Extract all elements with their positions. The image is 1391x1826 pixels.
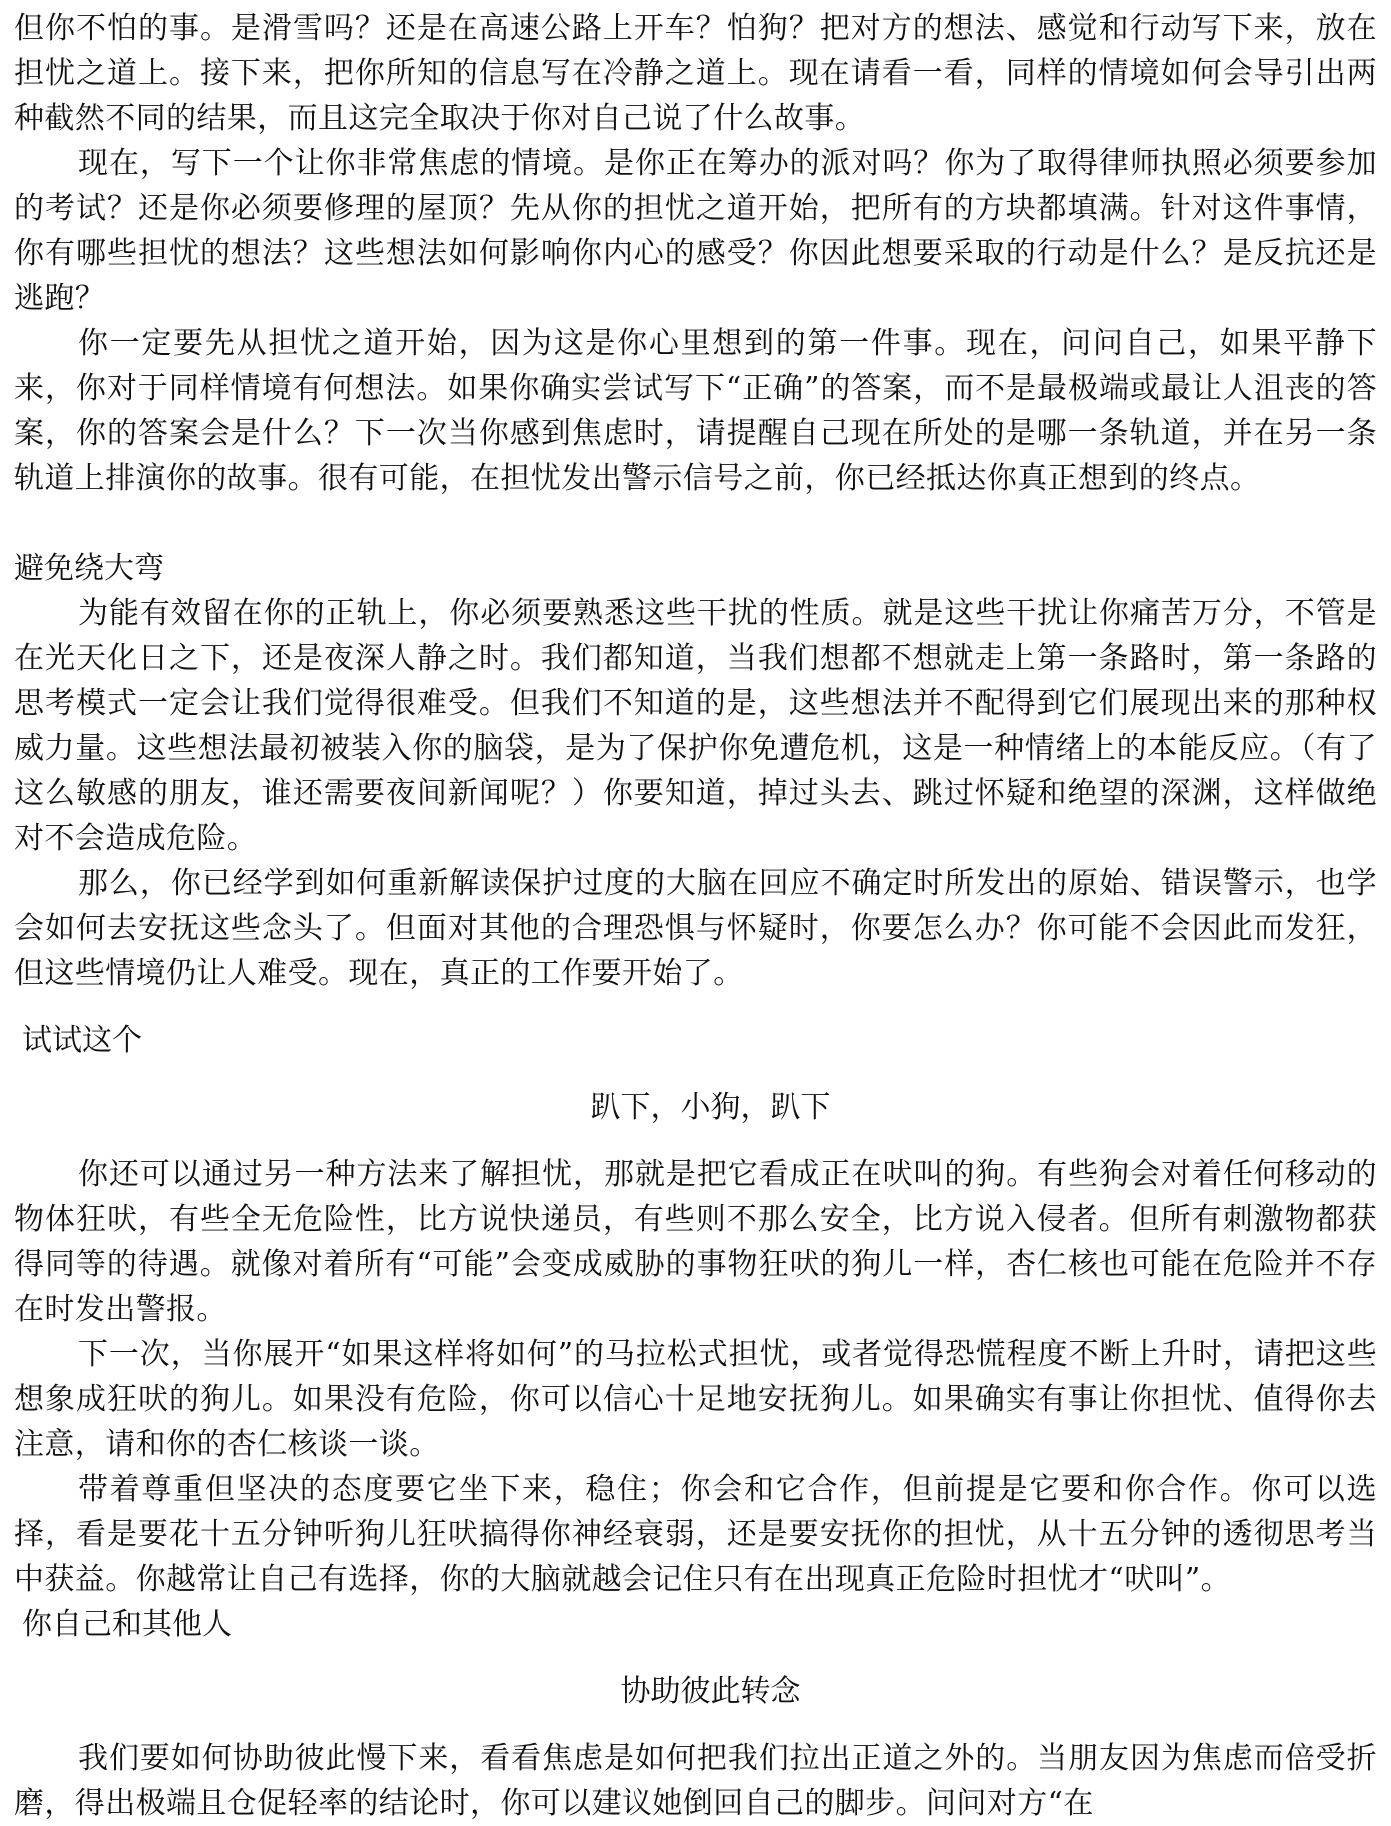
spacer xyxy=(14,1130,1377,1152)
spacer xyxy=(14,1647,1377,1669)
book-page xyxy=(14,6,1377,1826)
exercise-title-down-doggy: 趴下，小狗，趴下 xyxy=(590,1090,831,1125)
paragraph: 你还可以通过另一种方法来了解担忧，那就是把它看成正在吠叫的狗。有些狗会对着任何移动的物体狂吠，有些全无危险性，比方说快递员，有些则不那么安全，比方说入侵者。但所有刺激物都获得同等的待遇。就像对着所有“可能”会变成威胁的事物狂吠的狗儿一样，杏仁核也可能在危险并不存在时发出警报。 xyxy=(14,1157,1377,1327)
exercise-title-help-each-other: 协助彼此转念 xyxy=(620,1674,801,1709)
paragraph: 现在，写下一个让你非常焦虑的情境。是你正在筹办的派对吗？你为了取得律师执照必须要参加的考试？还是你必须要修理的屋顶？先从你的担忧之道开始，把所有的方块都填满。针对这件事情，你有哪些担忧的想法？这些想法如何影响你内心的感受？你因此想要采取的行动是什么？是反抗还是逃跑？ xyxy=(14,146,1377,316)
paragraph: 我们要如何协助彼此慢下来，看看焦虑是如何把我们拉出正道之外的。当朋友因为焦虑而倍受折磨，得出极端且仓促轻率的结论时，你可以建议她倒回自己的脚步。问问对方“在 xyxy=(14,1741,1377,1821)
spacer xyxy=(14,501,1377,546)
paragraph: 带着尊重但坚决的态度要它坐下来，稳住；你会和它合作，但前提是它要和你合作。你可以选择，看是要花十五分钟听狗儿狂吠搞得你神经衰弱，还是要安抚你的担忧，从十五分钟的透彻思考当中获益。你越常让自己有选择，你的大脑就越会记住只有在出现真正危险时担忧才“吠叫”。 xyxy=(14,1472,1377,1597)
paragraph: 你一定要先从担忧之道开始，因为这是你心里想到的第一件事。现在，问问自己，如果平静下来，你对于同样情境有何想法。如果你确实尝试写下“正确”的答案，而不是最极端或最让人沮丧的答案，你的答案会是什么？下一次当你感到焦虑时，请提醒自己现在所处的是哪一条轨道，并在另一条轨道上排演你的故事。很有可能，在担忧发出警示信号之前，你已经抵达你真正想到的终点。 xyxy=(14,326,1377,496)
spacer xyxy=(14,1063,1377,1085)
paragraph: 下一次，当你展开“如果这样将如何”的马拉松式担忧，或者觉得恐慌程度不断上升时，请把这些想象成狂吠的狗儿。如果没有危险，你可以信心十足地安抚狗儿。如果确实有事让你担忧、值得你去注意，请和你的杏仁核谈一谈。 xyxy=(14,1337,1377,1462)
spacer xyxy=(14,1714,1377,1736)
paragraph: 那么，你已经学到如何重新解读保护过度的大脑在回应不确定时所发出的原始、错误警示，也学会如何去安抚这些念头了。但面对其他的合理恐惧与怀疑时，你要怎么办？你可能不会因此而发狂，但这些情境仍让人难受。现在，真正的工作要开始了。 xyxy=(14,866,1377,991)
sidebar-label-try-this: 试试这个 xyxy=(22,1023,142,1058)
paragraph-continued: 但你不怕的事。是滑雪吗？还是在高速公路上开车？怕狗？把对方的想法、感觉和行动写下来，放在担忧之道上。接下来，把你所知的信息写在冷静之道上。现在请看一看，同样的情境如何会导引出两种截然不同的结果，而且这完全取决于你对自己说了什么故事。 xyxy=(14,11,1377,136)
spacer xyxy=(14,996,1377,1018)
sidebar-label-you-and-others: 你自己和其他人 xyxy=(22,1607,232,1642)
paragraph: 为能有效留在你的正轨上，你必须要熟悉这些干扰的性质。就是这些干扰让你痛苦万分，不管是在光天化日之下，还是夜深人静之时。我们都知道，当我们想都不想就走上第一条路时，第一条路的思考模式一定会让我们觉得很难受。但我们不知道的是，这些想法并不配得到它们展现出来的那种权威力量。这些想法最初被装入你的脑袋，是为了保护你免遭危机，这是一种情绪上的本能反应。（有了这么敏感的朋友，谁还需要夜间新闻呢？）你要知道，掉过头去、跳过怀疑和绝望的深渊，这样做绝对不会造成危险。 xyxy=(14,596,1377,856)
section-heading-avoid-detour: 避免绕大弯 xyxy=(14,551,164,586)
